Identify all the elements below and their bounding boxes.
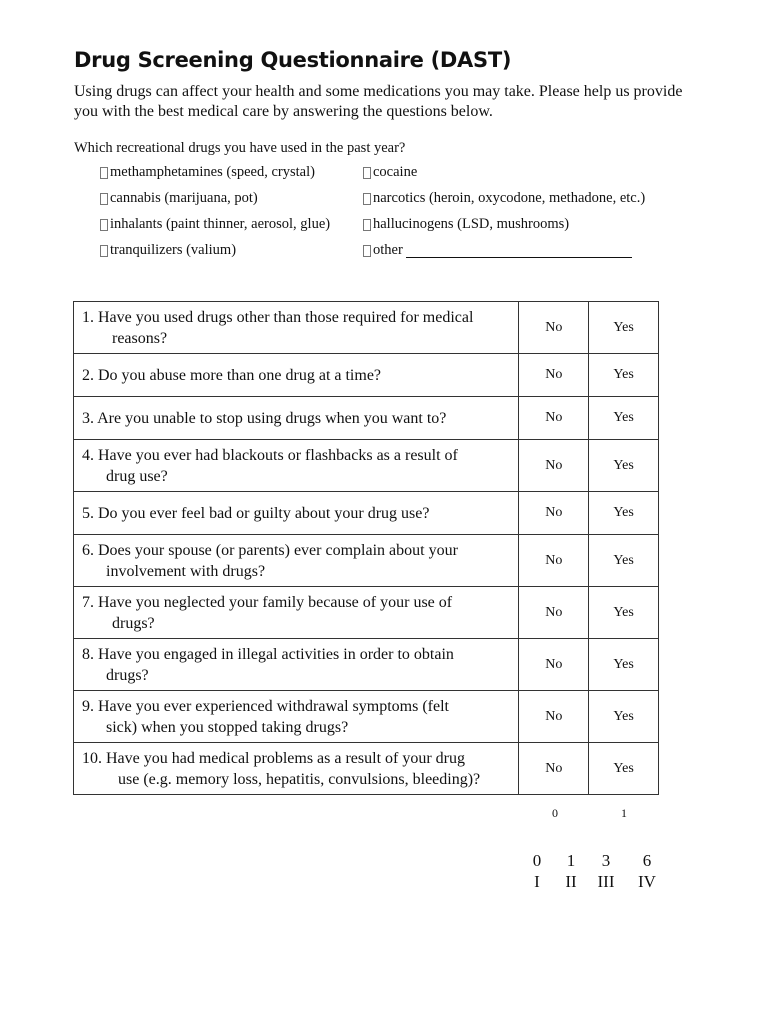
answer-no[interactable]: No <box>519 440 589 492</box>
question-text <box>74 639 519 691</box>
question-text <box>74 354 519 397</box>
question-line: 8. Have you engaged in illegal activities in order to obtain <box>82 645 454 663</box>
legend-number: 3 <box>601 851 611 870</box>
legend-number: 6 <box>642 851 652 870</box>
answer-no[interactable]: No <box>519 743 589 795</box>
drug-label: narcotics (heroin, oxycodone, methadone, etc.) <box>373 190 646 206</box>
question-row <box>74 302 659 354</box>
question-row <box>74 535 659 587</box>
question-text <box>74 535 519 587</box>
question-line: use (e.g. memory loss, hepatitis, convulsions, bleeding)? <box>118 770 481 788</box>
answer-yes[interactable]: Yes <box>589 397 659 440</box>
drug-option-cocaine[interactable] <box>363 164 417 181</box>
answer-yes[interactable]: Yes <box>589 691 659 743</box>
question-row <box>74 440 659 492</box>
drug-checklist <box>100 164 700 268</box>
checkbox-icon[interactable] <box>100 193 108 205</box>
answer-yes[interactable]: Yes <box>589 492 659 535</box>
answer-yes[interactable]: Yes <box>589 743 659 795</box>
drug-label: inhalants (paint thinner, aerosol, glue) <box>110 216 331 232</box>
answer-yes[interactable]: Yes <box>589 354 659 397</box>
question-line: 6. Does your spouse (or parents) ever complain about your <box>82 541 458 559</box>
question-text <box>74 440 519 492</box>
score-yes: 1 <box>621 806 627 820</box>
drug-label: other <box>373 242 403 258</box>
answer-no[interactable]: No <box>519 587 589 639</box>
score-no: 0 <box>552 806 558 820</box>
question-row <box>74 587 659 639</box>
answer-no[interactable]: No <box>519 397 589 440</box>
answer-no[interactable]: No <box>519 354 589 397</box>
question-line: 9. Have you ever experienced withdrawal symptoms (felt <box>82 697 449 715</box>
drug-option-methamphetamines[interactable] <box>100 164 315 181</box>
other-drug-input[interactable] <box>406 242 632 258</box>
legend-number: 0 <box>532 851 542 870</box>
question-row <box>74 639 659 691</box>
question-line: 5. Do you ever feel bad or guilty about your drug use? <box>82 504 430 522</box>
question-line: 1. Have you used drugs other than those required for medical <box>82 308 474 326</box>
drugs-question: Which recreational drugs you have used in the past year? <box>74 140 406 156</box>
question-row <box>74 492 659 535</box>
question-line: 3. Are you unable to stop using drugs when you want to? <box>82 409 447 427</box>
question-line: sick) when you stopped taking drugs? <box>106 718 349 736</box>
checkbox-icon[interactable] <box>100 245 108 257</box>
legend-numeral: IV <box>638 872 656 891</box>
drug-label: cannabis (marijuana, pot) <box>110 190 258 206</box>
drug-option-inhalants[interactable] <box>100 216 330 233</box>
question-row <box>74 397 659 440</box>
answer-yes[interactable]: Yes <box>589 440 659 492</box>
answer-yes[interactable]: Yes <box>589 302 659 354</box>
drug-label: tranquilizers (valium) <box>110 242 237 258</box>
checkbox-icon[interactable] <box>363 167 371 179</box>
question-line: 4. Have you ever had blackouts or flashbacks as a result of <box>82 446 458 464</box>
checkbox-icon[interactable] <box>100 219 108 231</box>
page-title: Drug Screening Questionnaire (DAST) <box>74 48 512 72</box>
answer-no[interactable]: No <box>519 639 589 691</box>
legend-number: 1 <box>566 851 576 870</box>
question-line: 2. Do you abuse more than one drug at a time? <box>82 366 382 384</box>
question-text <box>74 302 519 354</box>
drug-label: hallucinogens (LSD, mushrooms) <box>373 216 570 232</box>
answer-yes[interactable]: Yes <box>589 639 659 691</box>
question-line: drugs? <box>112 614 155 632</box>
answer-yes[interactable]: Yes <box>589 587 659 639</box>
question-line: drugs? <box>106 666 149 684</box>
question-row <box>74 743 659 795</box>
answer-yes[interactable]: Yes <box>589 535 659 587</box>
drug-option-narcotics[interactable] <box>363 190 645 207</box>
answer-no[interactable]: No <box>519 492 589 535</box>
questions-table <box>73 301 659 795</box>
checkbox-icon[interactable] <box>100 167 108 179</box>
legend-numeral: III <box>597 872 615 891</box>
question-line: 10. Have you had medical problems as a result of your drug <box>82 749 466 767</box>
question-text <box>74 492 519 535</box>
answer-no[interactable]: No <box>519 535 589 587</box>
checkbox-icon[interactable] <box>363 219 371 231</box>
drug-label: methamphetamines (speed, crystal) <box>110 164 315 180</box>
question-text <box>74 397 519 440</box>
legend-numeral: II <box>565 872 577 891</box>
checkbox-icon[interactable] <box>363 245 371 257</box>
checkbox-icon[interactable] <box>363 193 371 205</box>
question-row <box>74 691 659 743</box>
legend-numeral: I <box>534 872 540 891</box>
intro-text: Using drugs can affect your health and some medications you may take. Please help us provide you with the best medical care by answering the questions below. <box>74 83 683 120</box>
drug-option-hallucinogens[interactable] <box>363 216 569 233</box>
question-text <box>74 743 519 795</box>
question-text <box>74 691 519 743</box>
question-row <box>74 354 659 397</box>
question-line: reasons? <box>112 329 168 347</box>
question-line: involvement with drugs? <box>106 562 266 580</box>
drug-option-cannabis[interactable] <box>100 190 258 207</box>
answer-no[interactable]: No <box>519 691 589 743</box>
drug-option-tranquilizers[interactable] <box>100 242 236 259</box>
question-text <box>74 587 519 639</box>
answer-no[interactable]: No <box>519 302 589 354</box>
question-line: 7. Have you neglected your family because of your use of <box>82 593 453 611</box>
drug-label: cocaine <box>373 164 418 180</box>
drug-option-other[interactable] <box>363 242 632 259</box>
question-line: drug use? <box>106 467 168 485</box>
